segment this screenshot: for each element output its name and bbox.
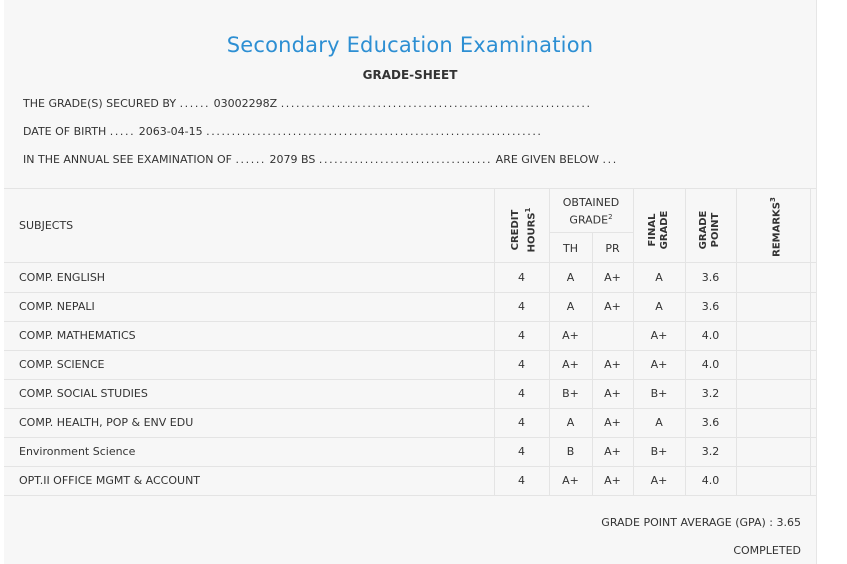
credit-cell: 4 <box>518 271 525 284</box>
credit-cell: 4 <box>518 358 525 371</box>
obtained-header-line1: OBTAINED <box>562 196 620 209</box>
col-divider <box>736 188 737 495</box>
th-cell: B <box>566 445 575 458</box>
th-cell: B+ <box>562 387 579 400</box>
subject-name: Environment Science <box>19 445 136 458</box>
pr-cell: A+ <box>604 358 621 371</box>
row-divider <box>4 379 816 380</box>
subject-name: COMP. ENGLISH <box>19 271 106 284</box>
point-cell: 3.2 <box>701 387 720 400</box>
gpa-text: GRADE POINT AVERAGE (GPA) : 3.65 <box>601 516 801 529</box>
grade-sheet <box>4 0 817 564</box>
row-divider <box>4 408 816 409</box>
grade-point-header <box>698 201 722 259</box>
table-bottom-border <box>4 495 816 496</box>
pr-cell: A+ <box>604 300 621 313</box>
pr-cell: A+ <box>604 387 621 400</box>
subject-name: COMP. NEPALI <box>19 300 95 313</box>
final-cell: A <box>655 271 663 284</box>
pr-cell: A+ <box>604 416 621 429</box>
final-header-line2: GRADE <box>659 210 670 250</box>
secured-by-line <box>23 97 803 110</box>
secured-by-label: THE GRADE(S) SECURED BY <box>23 97 177 110</box>
th-cell: A+ <box>562 358 579 371</box>
table-header-border <box>4 262 816 263</box>
final-cell: A+ <box>650 358 668 371</box>
pr-header: PR <box>605 242 620 255</box>
page-title: Secondary Education Examination <box>226 33 594 57</box>
dots: ...... <box>179 97 211 110</box>
credit-cell: 4 <box>518 416 525 429</box>
credit-cell: 4 <box>518 329 525 342</box>
page-subtitle: GRADE-SHEET <box>362 68 458 82</box>
subjects-header: SUBJECTS <box>19 219 74 232</box>
dots: ..... <box>109 125 136 138</box>
point-cell: 3.6 <box>701 271 720 284</box>
credit-hours-header <box>510 201 538 259</box>
dots: .................................. <box>318 153 493 166</box>
subheader-divider <box>549 232 633 233</box>
credit-cell: 4 <box>518 387 525 400</box>
th-header: TH <box>563 242 578 255</box>
dots: ...... <box>235 153 267 166</box>
subject-name: COMP. MATHEMATICS <box>19 329 136 342</box>
dots: ............................................................. <box>280 97 592 110</box>
row-divider <box>4 437 816 438</box>
final-header-line1: FINAL <box>647 213 658 247</box>
subject-name: COMP. SCIENCE <box>19 358 105 371</box>
final-cell: B+ <box>650 387 668 400</box>
pr-cell: A+ <box>604 445 621 458</box>
point-cell: 3.2 <box>701 445 720 458</box>
th-cell: A <box>566 300 575 313</box>
point-header-line1: GRADE <box>698 210 709 250</box>
final-cell: A <box>655 416 663 429</box>
row-divider <box>4 466 816 467</box>
th-cell: A <box>566 271 575 284</box>
th-cell: A <box>566 416 575 429</box>
credit-header-word: HOURS <box>526 212 538 253</box>
completion-status: COMPLETED <box>733 544 801 557</box>
final-grade-header <box>647 201 671 259</box>
point-cell: 4.0 <box>701 358 720 371</box>
exam-year: 2079 BS <box>269 153 316 166</box>
th-cell: A+ <box>562 329 579 342</box>
obtained-footnote: 2 <box>608 213 613 221</box>
dob-line <box>23 125 803 138</box>
obtained-header-word: GRADE <box>569 213 609 227</box>
remarks-footnote: 3 <box>769 197 777 202</box>
point-cell: 4.0 <box>701 329 720 342</box>
row-divider <box>4 350 816 351</box>
row-divider <box>4 321 816 322</box>
final-cell: A <box>655 300 663 313</box>
exam-label: IN THE ANNUAL SEE EXAMINATION OF <box>23 153 232 166</box>
point-cell: 3.6 <box>701 416 720 429</box>
pr-cell: A+ <box>604 474 621 487</box>
th-cell: A+ <box>562 474 579 487</box>
given-below-label: ARE GIVEN BELOW <box>495 153 600 166</box>
dob-label: DATE OF BIRTH <box>23 125 107 138</box>
final-cell: A+ <box>650 474 668 487</box>
final-cell: B+ <box>650 445 668 458</box>
dob-value: 2063-04-15 <box>138 125 203 138</box>
point-cell: 3.6 <box>701 300 720 313</box>
credit-header-line1: CREDIT <box>510 209 521 251</box>
obtained-grade-header <box>549 196 633 228</box>
symbol-number: 03002298Z <box>213 97 278 110</box>
remarks-header-word: REMARKS <box>771 202 783 257</box>
dots: ... <box>602 153 618 166</box>
exam-line <box>23 153 803 166</box>
credit-cell: 4 <box>518 445 525 458</box>
obtained-header-line2 <box>549 210 633 228</box>
subject-name: COMP. HEALTH, POP & ENV EDU <box>19 416 194 429</box>
credit-footnote: 1 <box>524 207 532 213</box>
credit-header-line2 <box>522 201 538 259</box>
subject-name: COMP. SOCIAL STUDIES <box>19 387 148 400</box>
dots: .................................................................. <box>206 125 543 138</box>
remarks-header <box>767 187 781 267</box>
credit-cell: 4 <box>518 474 525 487</box>
col-divider <box>810 188 811 495</box>
row-divider <box>4 292 816 293</box>
subject-name: OPT.II OFFICE MGMT & ACCOUNT <box>19 474 201 487</box>
credit-cell: 4 <box>518 300 525 313</box>
point-cell: 4.0 <box>701 474 720 487</box>
point-header-line2: POINT <box>710 212 721 248</box>
table-top-border <box>4 188 816 189</box>
pr-cell: A+ <box>604 271 621 284</box>
final-cell: A+ <box>650 329 668 342</box>
